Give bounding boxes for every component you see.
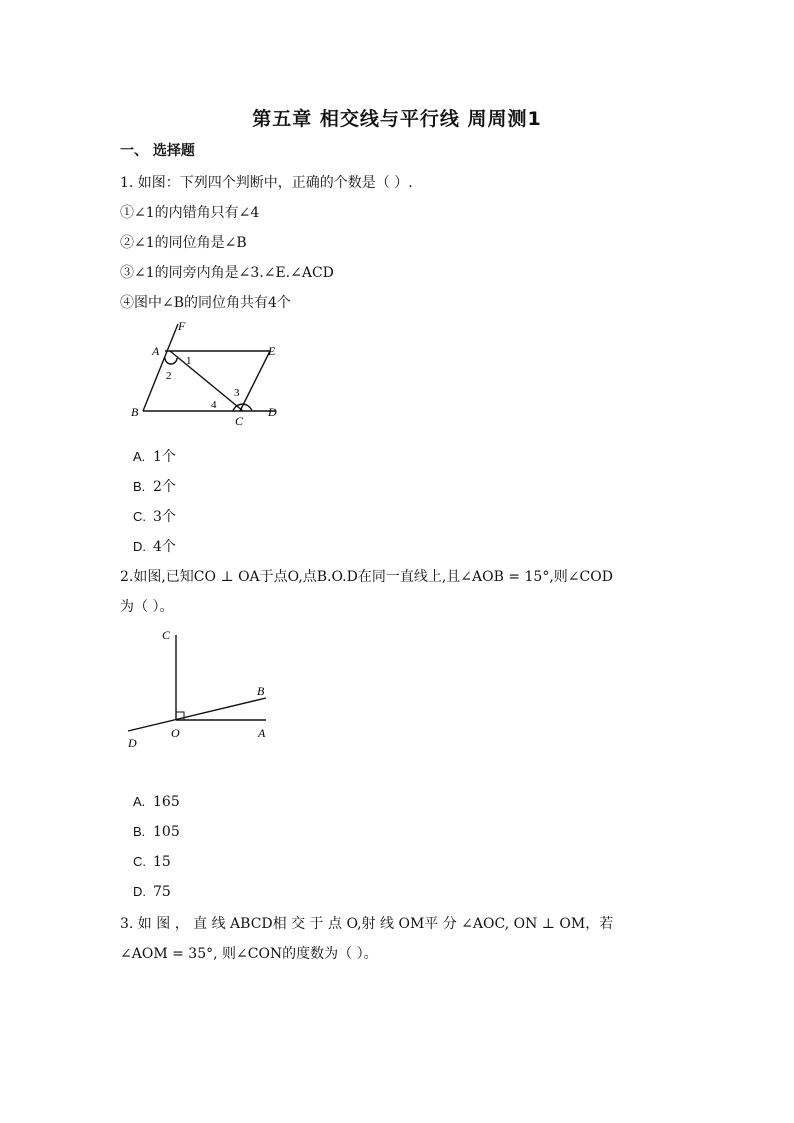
q1-angle-label-4: 4: [211, 399, 217, 411]
q1-label-e: E: [268, 344, 276, 358]
q1-statement-2: ②∠1的同位角是∠B: [120, 235, 247, 251]
q1-statement-3: ③∠1的同旁内角是∠3.∠E.∠ACD: [120, 265, 334, 281]
q1-line-ac: [170, 351, 243, 411]
q1-label-b: B: [131, 405, 139, 419]
q2-option-c[interactable]: C. 15: [133, 854, 171, 870]
q1-line-ed: [240, 351, 270, 411]
q1-option-b[interactable]: B. 2个: [133, 479, 176, 495]
q2-figure: [120, 625, 280, 750]
page-title: 第五章 相交线与平行线 周周测1: [252, 108, 542, 130]
q1-label-a: A: [152, 344, 160, 358]
q1-option-a[interactable]: A. 1个: [133, 449, 176, 465]
q1-line-fb: [143, 324, 178, 411]
section-heading: 一、 选择题: [120, 143, 195, 159]
q1-option-d[interactable]: D. 4个: [133, 539, 176, 555]
q1-statement-4: ④图中∠B的同位角共有4个: [120, 295, 291, 311]
q2-stem-line-2: 为（ ）。: [120, 599, 174, 615]
q3-stem-line-1: 3. 如 图 ， 直 线 ABCD相 交 于 点 O,射 线 OM平 分 ∠AOC, ON ⊥ OM，若: [120, 916, 614, 932]
q2-label-o: O: [171, 726, 180, 740]
q1-label-c: C: [235, 414, 244, 428]
q2-label-b: B: [257, 684, 265, 698]
q1-statement-1: ①∠1的内错角只有∠4: [120, 205, 260, 221]
q1-label-d: D: [268, 405, 277, 419]
q1-angle-arc-a: [165, 358, 177, 364]
q2-stem-line-1: 2.如图,已知CO ⊥ OA于点O,点B.O.D在同一直线上,且∠AOB = 15°,则∠COD: [120, 569, 613, 585]
q1-stem: 1. 如图：下列四个判断中，正确的个数是（ ）.: [120, 175, 413, 191]
q2-line-db: [128, 698, 266, 731]
q1-angle-label-1: 1: [186, 355, 192, 367]
q1-angle-label-3: 3: [234, 387, 240, 399]
q2-label-c: C: [162, 628, 171, 642]
q2-option-d[interactable]: D. 75: [133, 884, 171, 900]
q2-label-a: A: [258, 726, 266, 740]
q2-option-a[interactable]: A. 165: [133, 794, 180, 810]
q1-figure: [125, 318, 295, 433]
q2-label-d: D: [128, 736, 137, 750]
q1-angle-label-2: 2: [166, 370, 172, 382]
q1-option-c[interactable]: C. 3个: [133, 509, 176, 525]
q1-label-f: F: [178, 319, 186, 333]
q3-stem-line-2: ∠AOM = 35°, 则∠CON的度数为（ ）。: [120, 946, 378, 962]
q2-option-b[interactable]: B. 105: [133, 824, 180, 840]
